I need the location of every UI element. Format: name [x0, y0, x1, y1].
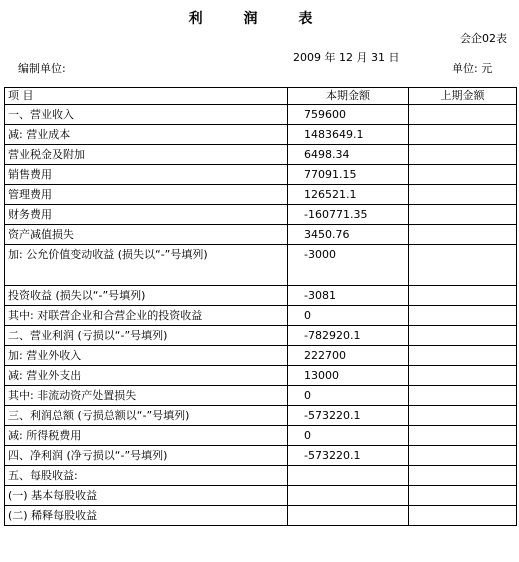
report-date: 2009 年 12 月 31 日 [293, 51, 400, 64]
row-current-cell: 77091.15 [288, 165, 409, 185]
row-current-cell: -573220.1 [288, 446, 409, 466]
table-row [5, 145, 517, 165]
row-previous-cell [409, 466, 517, 486]
table-row [5, 125, 517, 145]
row-item-cell: 营业税金及附加 [5, 145, 288, 165]
row-previous-cell [409, 486, 517, 506]
row-previous-cell [409, 185, 517, 205]
prepared-by-label: 编制单位: [18, 62, 66, 75]
table-row [5, 286, 517, 306]
row-previous-cell [409, 446, 517, 466]
table-row [5, 406, 517, 426]
row-previous-cell [409, 225, 517, 245]
table-row [5, 486, 517, 506]
row-item-cell: 销售费用 [5, 165, 288, 185]
table-row [5, 326, 517, 346]
row-previous-cell [409, 125, 517, 145]
row-previous-cell [409, 426, 517, 446]
table-row [5, 346, 517, 366]
table-row [5, 306, 517, 326]
row-current-cell: 759600 [288, 105, 409, 125]
row-item-cell: 其中: 对联营企业和合营企业的投资收益 [5, 306, 288, 326]
table-row [5, 245, 517, 286]
row-item-cell: 五、每股收益: [5, 466, 288, 486]
row-item-cell: 其中: 非流动资产处置损失 [5, 386, 288, 406]
row-previous-cell [409, 326, 517, 346]
row-previous-cell [409, 165, 517, 185]
table-row [5, 205, 517, 225]
table-row [5, 225, 517, 245]
row-current-cell [288, 486, 409, 506]
row-item-cell: 资产减值损失 [5, 225, 288, 245]
row-current-cell: -3000 [288, 245, 409, 286]
row-current-cell: 3450.76 [288, 225, 409, 245]
row-item-cell: 加: 公允价值变动收益 (损失以“-”号填列) [5, 245, 288, 286]
column-header-current: 本期金额 [288, 88, 409, 105]
row-current-cell: -3081 [288, 286, 409, 306]
income-statement-table [4, 87, 517, 526]
row-current-cell [288, 466, 409, 486]
row-current-cell: 6498.34 [288, 145, 409, 165]
row-item-cell: 二、营业利润 (亏损以“-”号填列) [5, 326, 288, 346]
row-previous-cell [409, 406, 517, 426]
row-item-cell: 管理费用 [5, 185, 288, 205]
row-item-cell: 减: 所得税费用 [5, 426, 288, 446]
column-header-previous: 上期金额 [409, 88, 517, 105]
row-item-cell: 一、营业收入 [5, 105, 288, 125]
row-previous-cell [409, 145, 517, 165]
row-current-cell: 0 [288, 386, 409, 406]
page-title: 利 润 表 [188, 11, 331, 27]
row-current-cell: -782920.1 [288, 326, 409, 346]
row-current-cell: 0 [288, 426, 409, 446]
row-current-cell: -573220.1 [288, 406, 409, 426]
row-previous-cell [409, 386, 517, 406]
row-previous-cell [409, 205, 517, 225]
row-previous-cell [409, 366, 517, 386]
row-current-cell: 126521.1 [288, 185, 409, 205]
row-previous-cell [409, 346, 517, 366]
table-row [5, 506, 517, 526]
row-current-cell: 222700 [288, 346, 409, 366]
currency-unit: 单位: 元 [452, 62, 493, 75]
row-previous-cell [409, 306, 517, 326]
table-row [5, 466, 517, 486]
table-row [5, 165, 517, 185]
row-current-cell: -160771.35 [288, 205, 409, 225]
row-item-cell: 减: 营业成本 [5, 125, 288, 145]
row-previous-cell [409, 506, 517, 526]
row-current-cell: 0 [288, 306, 409, 326]
row-previous-cell [409, 245, 517, 286]
row-previous-cell [409, 286, 517, 306]
row-item-cell: 减: 营业外支出 [5, 366, 288, 386]
row-current-cell [288, 506, 409, 526]
table-row [5, 366, 517, 386]
table-header-row [5, 88, 517, 105]
row-current-cell: 13000 [288, 366, 409, 386]
row-item-cell: 投资收益 (损失以“-”号填列) [5, 286, 288, 306]
row-item-cell: 四、净利润 (净亏损以“-”号填列) [5, 446, 288, 466]
row-item-cell: (二) 稀释每股收益 [5, 506, 288, 526]
column-header-item: 项 目 [5, 88, 288, 105]
table-row [5, 185, 517, 205]
row-item-cell: 加: 营业外收入 [5, 346, 288, 366]
table-row [5, 105, 517, 125]
table-row [5, 426, 517, 446]
table-row [5, 386, 517, 406]
row-item-cell: (一) 基本每股收益 [5, 486, 288, 506]
table-body [5, 105, 517, 526]
row-item-cell: 财务费用 [5, 205, 288, 225]
form-code: 会企02表 [460, 32, 507, 45]
table-row [5, 446, 517, 466]
row-previous-cell [409, 105, 517, 125]
row-current-cell: 1483649.1 [288, 125, 409, 145]
row-item-cell: 三、利润总额 (亏损总额以“-”号填列) [5, 406, 288, 426]
